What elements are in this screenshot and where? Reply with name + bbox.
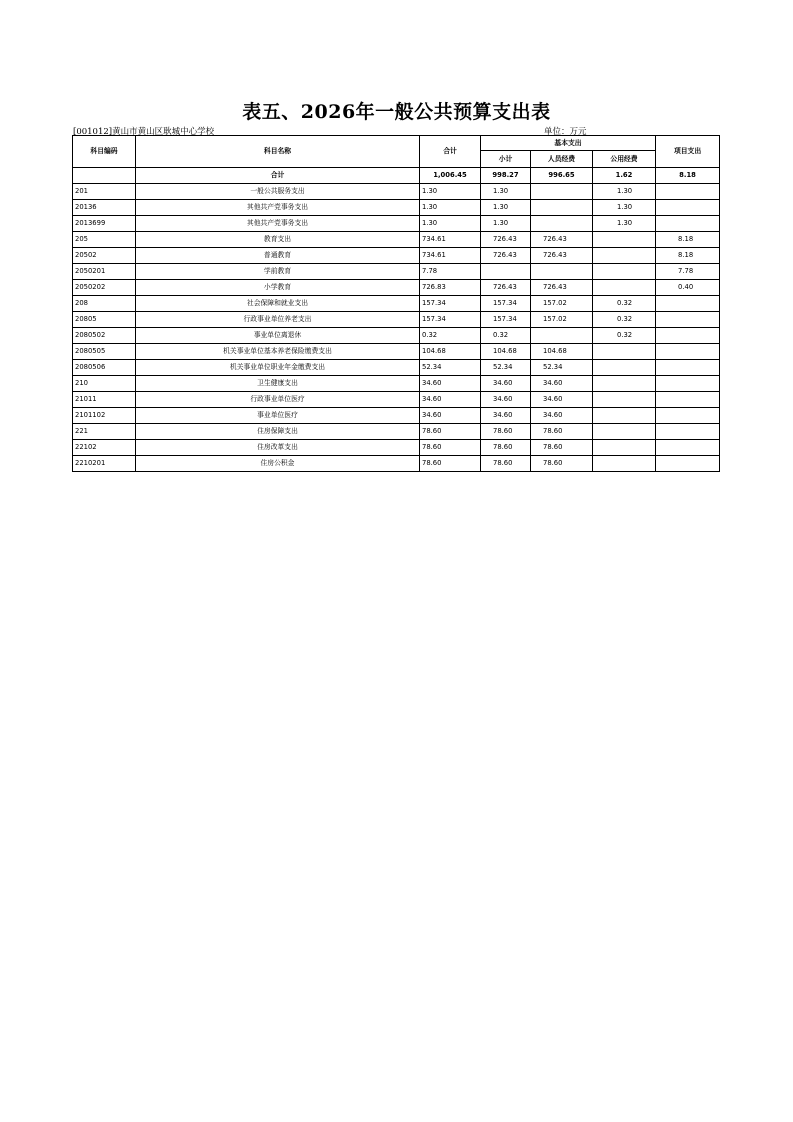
header-public: 公用经费: [593, 151, 656, 168]
cell-name: 住房保障支出: [136, 424, 420, 440]
table-row: [73, 344, 720, 360]
cell-name: 机关事业单位职业年金缴费支出: [136, 360, 420, 376]
cell-project: [656, 296, 720, 312]
cell-public: [593, 232, 656, 248]
header-project: 项目支出: [656, 136, 720, 168]
cell-project: 8.18: [656, 232, 720, 248]
cell-personnel: [531, 184, 593, 200]
cell-subtotal: 726.43: [481, 280, 531, 296]
table-row: [73, 456, 720, 472]
cell-personnel: 996.65: [531, 168, 593, 184]
cell-project: 8.18: [656, 168, 720, 184]
cell-project: [656, 392, 720, 408]
cell-total: 34.60: [420, 408, 481, 424]
cell-project: [656, 200, 720, 216]
cell-public: [593, 280, 656, 296]
cell-public: [593, 424, 656, 440]
cell-subtotal: 726.43: [481, 232, 531, 248]
cell-project: [656, 344, 720, 360]
cell-personnel: 157.02: [531, 312, 593, 328]
cell-personnel: [531, 216, 593, 232]
cell-subtotal: 34.60: [481, 392, 531, 408]
cell-total: 0.32: [420, 328, 481, 344]
cell-project: [656, 440, 720, 456]
cell-personnel: 78.60: [531, 424, 593, 440]
cell-name: 住房改革支出: [136, 440, 420, 456]
cell-total: 157.34: [420, 312, 481, 328]
cell-name: 其他共产党事务支出: [136, 216, 420, 232]
cell-name: 其他共产党事务支出: [136, 200, 420, 216]
cell-project: 0.40: [656, 280, 720, 296]
cell-public: 0.32: [593, 328, 656, 344]
cell-public: [593, 440, 656, 456]
budget-table: [72, 135, 720, 472]
cell-name: 行政事业单位医疗: [136, 392, 420, 408]
cell-code: 20136: [73, 200, 136, 216]
table-body: [73, 168, 720, 472]
cell-personnel: 726.43: [531, 280, 593, 296]
cell-total: 78.60: [420, 424, 481, 440]
cell-total: 1.30: [420, 200, 481, 216]
cell-public: 1.30: [593, 184, 656, 200]
cell-public: 1.30: [593, 216, 656, 232]
cell-name: 机关事业单位基本养老保险缴费支出: [136, 344, 420, 360]
cell-personnel: 34.60: [531, 376, 593, 392]
cell-total: 52.34: [420, 360, 481, 376]
cell-project: 7.78: [656, 264, 720, 280]
cell-code: 2101102: [73, 408, 136, 424]
cell-subtotal: 34.60: [481, 408, 531, 424]
table-row: [73, 248, 720, 264]
table-row: [73, 264, 720, 280]
cell-project: 8.18: [656, 248, 720, 264]
cell-personnel: [531, 264, 593, 280]
table-row: [73, 296, 720, 312]
cell-public: [593, 344, 656, 360]
cell-code: 2013699: [73, 216, 136, 232]
cell-total: 1,006.45: [420, 168, 481, 184]
cell-code: 2080502: [73, 328, 136, 344]
table-row: [73, 312, 720, 328]
cell-public: [593, 360, 656, 376]
cell-project: [656, 216, 720, 232]
cell-code: 205: [73, 232, 136, 248]
cell-subtotal: 998.27: [481, 168, 531, 184]
header-basic: 基本支出: [481, 136, 656, 151]
cell-public: 0.32: [593, 312, 656, 328]
page-title: 表五、2026年一般公共预算支出表: [242, 101, 551, 123]
cell-code: 210: [73, 376, 136, 392]
currency-unit: 单位：万元: [544, 127, 587, 137]
cell-public: [593, 264, 656, 280]
cell-code: 201: [73, 184, 136, 200]
cell-personnel: [531, 328, 593, 344]
unit-name: [001012]黄山市黄山区耿城中心学校: [73, 127, 215, 137]
cell-total: 734.61: [420, 232, 481, 248]
table-row: [73, 232, 720, 248]
cell-personnel: 78.60: [531, 440, 593, 456]
cell-public: [593, 456, 656, 472]
cell-public: [593, 248, 656, 264]
cell-project: [656, 424, 720, 440]
cell-code: 20502: [73, 248, 136, 264]
cell-public: [593, 392, 656, 408]
cell-name: 小学教育: [136, 280, 420, 296]
cell-code: 22102: [73, 440, 136, 456]
cell-subtotal: 0.32: [481, 328, 531, 344]
cell-public: [593, 376, 656, 392]
cell-project: [656, 312, 720, 328]
cell-name: 住房公积金: [136, 456, 420, 472]
cell-name: 事业单位离退休: [136, 328, 420, 344]
cell-project: [656, 408, 720, 424]
table-row: [73, 216, 720, 232]
table-row: [73, 360, 720, 376]
cell-name: 事业单位医疗: [136, 408, 420, 424]
cell-name: 教育支出: [136, 232, 420, 248]
cell-code: 2210201: [73, 456, 136, 472]
cell-subtotal: 78.60: [481, 424, 531, 440]
cell-total: 1.30: [420, 216, 481, 232]
cell-public: 0.32: [593, 296, 656, 312]
cell-code: 221: [73, 424, 136, 440]
cell-code: 208: [73, 296, 136, 312]
cell-personnel: 78.60: [531, 456, 593, 472]
cell-subtotal: [481, 264, 531, 280]
cell-personnel: 157.02: [531, 296, 593, 312]
cell-total: 78.60: [420, 456, 481, 472]
cell-name: 一般公共服务支出: [136, 184, 420, 200]
cell-subtotal: 34.60: [481, 376, 531, 392]
header-subtotal: 小计: [481, 151, 531, 168]
cell-code: 21011: [73, 392, 136, 408]
cell-code: 2080506: [73, 360, 136, 376]
cell-personnel: [531, 200, 593, 216]
cell-name: 卫生健康支出: [136, 376, 420, 392]
cell-personnel: 34.60: [531, 392, 593, 408]
header-code: 科目编码: [73, 136, 136, 168]
header-row-top: [73, 136, 720, 151]
cell-public: [593, 408, 656, 424]
table-row: [73, 408, 720, 424]
table-row: [73, 328, 720, 344]
cell-total: 34.60: [420, 392, 481, 408]
cell-total: 157.34: [420, 296, 481, 312]
cell-total: 734.61: [420, 248, 481, 264]
cell-name: 行政事业单位养老支出: [136, 312, 420, 328]
header-personnel: 人员经费: [531, 151, 593, 168]
cell-code: 2050202: [73, 280, 136, 296]
cell-code: 2050201: [73, 264, 136, 280]
cell-code: 20805: [73, 312, 136, 328]
cell-personnel: 726.43: [531, 248, 593, 264]
cell-total: 1.30: [420, 184, 481, 200]
cell-total: 7.78: [420, 264, 481, 280]
cell-subtotal: 1.30: [481, 200, 531, 216]
cell-subtotal: 726.43: [481, 248, 531, 264]
cell-name: 合计: [136, 168, 420, 184]
table-row: [73, 200, 720, 216]
cell-subtotal: 1.30: [481, 184, 531, 200]
cell-code: 2080505: [73, 344, 136, 360]
cell-name: 普通教育: [136, 248, 420, 264]
cell-project: [656, 376, 720, 392]
header-name: 科目名称: [136, 136, 420, 168]
cell-total: 726.83: [420, 280, 481, 296]
cell-project: [656, 360, 720, 376]
total-row: [73, 168, 720, 184]
cell-total: 78.60: [420, 440, 481, 456]
cell-personnel: 726.43: [531, 232, 593, 248]
table-row: [73, 392, 720, 408]
table-row: [73, 184, 720, 200]
cell-project: [656, 184, 720, 200]
cell-personnel: 52.34: [531, 360, 593, 376]
cell-personnel: 104.68: [531, 344, 593, 360]
table-row: [73, 376, 720, 392]
cell-project: [656, 328, 720, 344]
cell-total: 34.60: [420, 376, 481, 392]
cell-subtotal: 157.34: [481, 296, 531, 312]
cell-subtotal: 104.68: [481, 344, 531, 360]
cell-public: 1.62: [593, 168, 656, 184]
cell-code: [73, 168, 136, 184]
table-row: [73, 280, 720, 296]
cell-subtotal: 52.34: [481, 360, 531, 376]
table-row: [73, 440, 720, 456]
table-row: [73, 424, 720, 440]
cell-subtotal: 157.34: [481, 312, 531, 328]
cell-subtotal: 1.30: [481, 216, 531, 232]
cell-personnel: 34.60: [531, 408, 593, 424]
cell-public: 1.30: [593, 200, 656, 216]
header-total: 合计: [420, 136, 481, 168]
cell-name: 社会保障和就业支出: [136, 296, 420, 312]
cell-total: 104.68: [420, 344, 481, 360]
cell-name: 学前教育: [136, 264, 420, 280]
cell-subtotal: 78.60: [481, 456, 531, 472]
cell-project: [656, 456, 720, 472]
cell-subtotal: 78.60: [481, 440, 531, 456]
